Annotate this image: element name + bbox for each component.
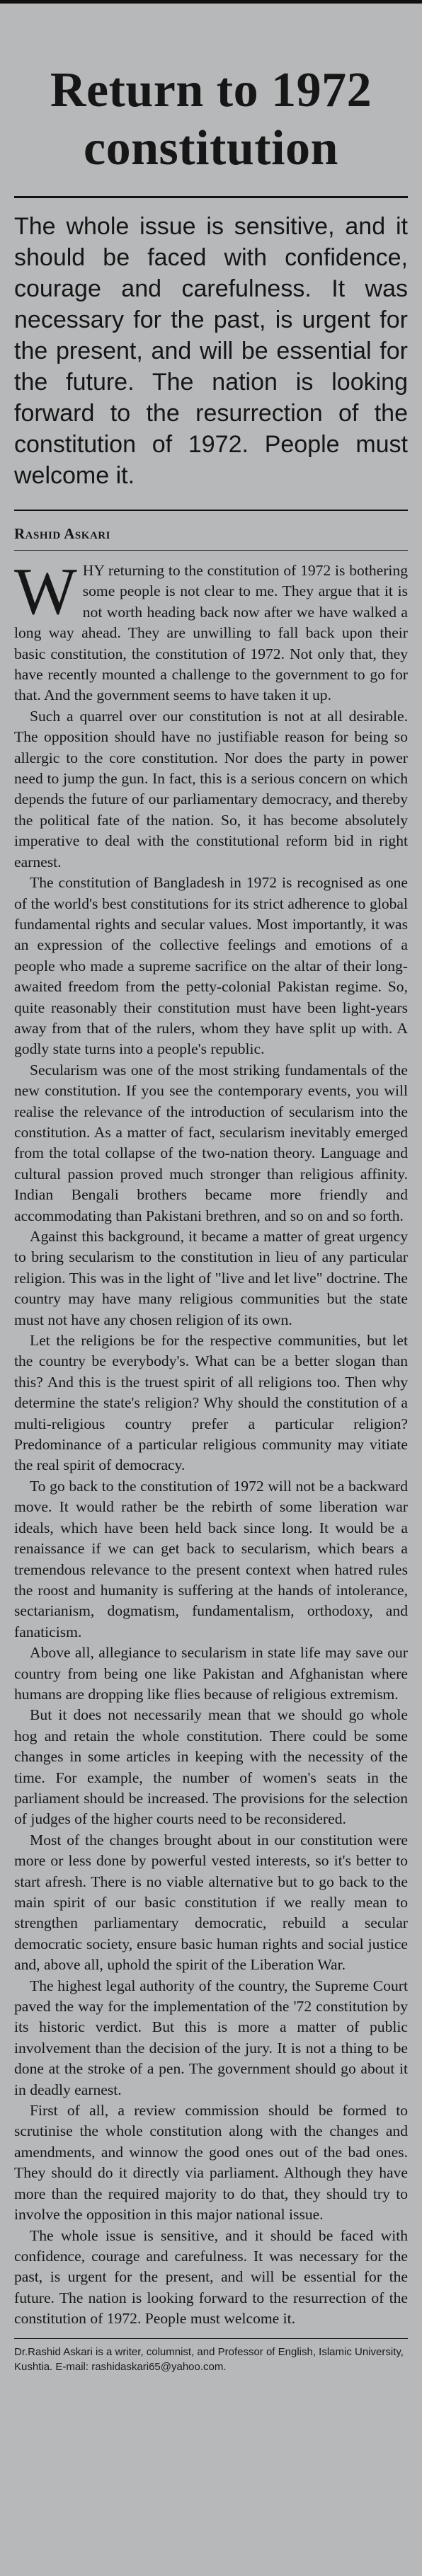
headline-line-2: constitution bbox=[84, 121, 338, 176]
paragraph-1 bbox=[14, 555, 408, 706]
paragraph: To go back to the constitution of 1972 will not be a backward move. It would rather be the rebirth of some liberation war ideals, which have been held back since long. It would be a renaissance if we can get back to secularism, which bears a tremendous relevance to the present context when hatred rules the roost and humanity is suffering at the hands of intolerance, sectarianism, dogmatism, fundamentalism, orthodoxy, and fanaticism. bbox=[14, 1477, 408, 1640]
paragraph: Such a quarrel over our constitution is not at all desirable. The opposition should have no justifiable reason for being so allergic to the core constitution. Nor does the party in power need to jump the gun. In fact, this is a serious concern on which depends the future of our parliamentary democracy, and thereby the political fate of the nation. So, it has become absolutely imperative to deal with the constitutional reform bid in right earnest. bbox=[14, 707, 408, 870]
byline-rule bbox=[14, 550, 408, 551]
paragraph: The constitution of Bangladesh in 1972 is recognised as one of the world's best constitutions for its strict adherence to global fundamental rights and secular values. Most importantly, it was an expression of the collective feelings and emotions of a people who made a supreme sacrifice on the altar of their long-awaited freedom from the petty-colonial Pakistan regime. So, quite reasonably their constitution must have been light-years away from that of the rulers, whom they have split up with. A godly state turns into a people's republic. bbox=[14, 874, 408, 1058]
headline-line-1: Return to 1972 bbox=[50, 63, 372, 117]
standfirst: The whole issue is sensitive, and it should be faced with confidence, courage and carefulness. It was necessary for the past, is urgent for the present, and will be essential for the future. The nation is looking forward to the resurrection of the constitution of 1972. People must welcome it. bbox=[14, 213, 408, 489]
paragraph: Above all, allegiance to secularism in state life may save our country from being one like Pakistan and Afghanistan where humans are dropping like flies because of religious extremism. bbox=[14, 1644, 408, 1703]
paragraph: Let the religions be for the respective communities, but let the country be everybody's. What can be a better slogan than this? And this is the truest spirit of all religions too. Then why determine the state's religion? Why should the constitution of a multi-religious country prefer a particular religion? Predominance of a particular religious community may vitiate the real spirit of democracy. bbox=[14, 1332, 408, 1474]
paragraph: Most of the changes brought about in our constitution were more or less done by powerful vested interests, so it's better to start afresh. There is no viable alternative but to go back to the main spirit of our basic constitution if we really mean to strengthen parliamentary democratic, rebuild a secular democratic society, ensure basic human rights and social justice and, above all, uphold the spirit of the Liberation War. bbox=[14, 1831, 408, 1974]
author-note: Dr.Rashid Askari is a writer, columnist, and Professor of English, Islamic University, Kushtia. E-mail: rashidaskari65@yahoo.com. bbox=[14, 2345, 404, 2373]
footnote-rule bbox=[14, 2338, 408, 2339]
paragraph: The highest legal authority of the country, the Supreme Court paved the way for the implementation of the '72 constitution by its historic verdict. But this is more a matter of public involvement than the decision of the jury. It is not a thing to be done at the stroke of a pen. The government should go about it in deadly earnest. bbox=[14, 1977, 408, 2098]
paragraph: But it does not necessarily mean that we should go whole hog and retain the whole constitution. There could be some changes in some articles in keeping with the necessity of the time. For example, the number of women's seats in the parliament should be increased. The provisions for the selection of judges of the higher courts need to be reconsidered. bbox=[14, 1706, 408, 1828]
top-rule bbox=[0, 0, 422, 4]
headline-rule bbox=[14, 196, 408, 198]
byline: Rashid Askari bbox=[14, 525, 110, 542]
paragraph: Secularism was one of the most striking fundamentals of the new constitution. If you see the contemporary events, you will realise the relevance of the introduction of secularism into the constitution. As a matter of fact, secularism inevitably emerged from the total collapse of the two-nation theory. Language and cultural passion proved much stronger than religious affinity. Indian Bengali brothers became more friendly and accommodating than Pakistani brethren, and so on and so forth. bbox=[14, 1061, 408, 1224]
headline bbox=[14, 62, 408, 178]
paragraph-1-text: HY returning to the constitution of 1972 is bothering some people is not clear to me. They argue that it is not worth heading back now after we have walked a long way ahead. They are unwilling to fall back upon their basic constitution, the constitution of 1972. Not only that, they have recently mounted a challenge to the government to go for that. And the government seems to have taken it up. bbox=[14, 562, 408, 704]
paragraph: First of all, a review commission should be formed to scrutinise the whole constitution along with the changes and amendments, and winnow the good ones out of the bad ones. They should do it directly via parliament. Although they have more than the required majority to do that, they should try to involve the opposition in this major national issue. bbox=[14, 2102, 408, 2224]
paragraph: The whole issue is sensitive, and it should be faced with confidence, courage and carefulness. It was necessary for the past, is urgent for the present, and will be essential for the future. The nation is looking forward to the resurrection of the constitution of 1972. People must welcome it. bbox=[14, 2226, 408, 2328]
drop-cap: W bbox=[14, 555, 77, 628]
article-body bbox=[14, 555, 408, 2330]
article-page bbox=[14, 0, 408, 2374]
standfirst-rule bbox=[14, 510, 408, 511]
paragraph: Against this background, it became a matter of great urgency to bring secularism to the constitution in lieu of any particular religion. This was in the light of "live and let live" doctrine. The country may have many religious communities but the state must not have any chosen religion of its own. bbox=[14, 1228, 408, 1328]
